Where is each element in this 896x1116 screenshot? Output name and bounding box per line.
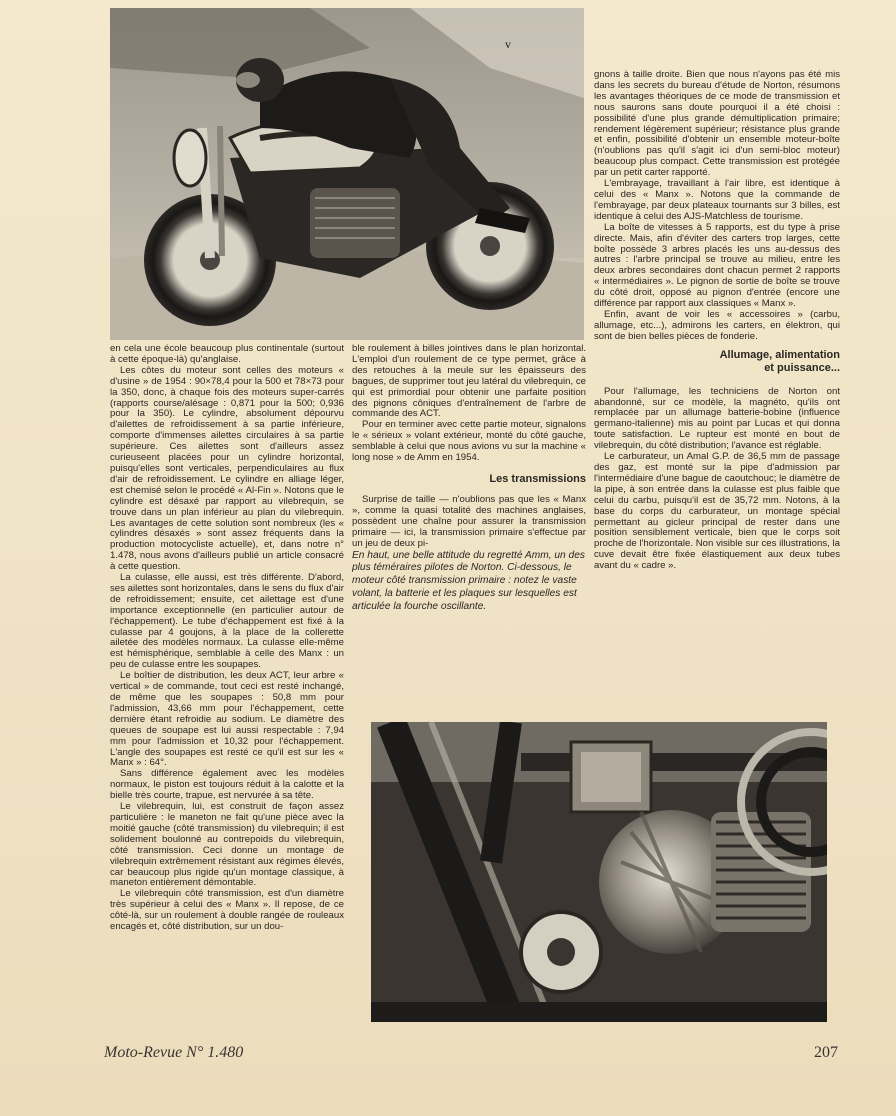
magazine-issue-label: Moto-Revue N° 1.480 bbox=[104, 1044, 244, 1061]
paragraph: Le carburateur, un Amal G.P. de 36,5 mm de passage des gaz, est monté sur la pipe d'admission par l'intermédiaire d'une bague de caoutchouc; le diamètre de la pipe, à son entrée dans la culasse est plus faible que celui du carbu, puisqu'il est de 35,72 mm. Notons, à la base du corps du carburateur, un montage spécial permettant au gicleur principal de rester dans une position sensiblement verticale, bien que le corps soit proche de l'horizontale. Non visible sur ces illustrations, la cuve devait être fixée élastiquement aux deux tubes avant du « cadre ». bbox=[594, 451, 840, 572]
photo-caption: En haut, une belle attitude du regretté Amm, un des plus téméraires pilotes de Norton. Ci-dessous, le moteur côté transmission primaire : notez le vaste volant, la batterie et les plaques sur lesquelles est articulée la fourche oscillante. bbox=[352, 549, 585, 612]
paragraph: Les côtes du moteur sont celles des moteurs « d'usine » de 1954 : 90×78,4 pour la 500 et 78×73 pour la 350, donc, à chaque fois des moteurs super-carrés (rapports course/alésage : 0,871 pour la 500; 0,936 pour la 350). Le cylindre, absolument dépourvu d'ailettes de refroidissement à sa partie inférieure, comporte d'immenses ailettes circulaires à sa partie supérieure. Ces ailettes sont d'ailleurs assez curieuseent placées pour un cylindre horizontal, puisqu'elles sont verticales, perpendiculaires au flux d'air de refroidissement. Le cylindre en alliage léger, est chemisé selon le procédé « Al-Fin ». Notons que le cylindre est désaxé par rapport au vilebrequin, se trouve dans un plan inférieur au plan du vilebrequin. Les avantages de cette solution sont nombreux (les « cylindres désaxés » sont assez fréquents dans la production motocycliste actuelle), et, dans notre n° 1.478, nous avons d'ailleurs publié un article consacré à cette question. bbox=[110, 364, 344, 573]
paragraph: Pour l'allumage, les techniciens de Norton ont abandonné, sur ce modèle, la magnéto, qu'ils ont remplacée par un allumage batterie-bobine (influence germano-italienne) mis au point par Lucas et qui donna toute satisfaction. Le rupteur est monté en bout de vilebrequin, du côté distribution; l'avance est réglable. bbox=[594, 385, 840, 452]
rider-on-motorcycle-photo bbox=[110, 8, 584, 340]
paragraph: Enfin, avant de voir les « accessoires » (carbu, allumage, etc...), admirons les carters, en élektron, qui sont de bien belles pièces de fonderie. bbox=[594, 308, 840, 342]
heading-line-1: Allumage, alimentation bbox=[719, 348, 840, 361]
page-number: 207 bbox=[814, 1044, 838, 1061]
paragraph: ble roulement à billes jointives dans le plan horizontal. L'emploi d'un roulement de ce type permet, grâce à des retouches à la meule sur les épaisseurs des bagues, de supprimer tout jeu latéral du vilebrequin, ce qui est primordial pour obtenir une parfaite position des pignons côniques d'entraînement de l'arbre de commande des ACT. bbox=[352, 344, 586, 420]
column-1 bbox=[110, 344, 344, 1034]
engine-transmission-photo bbox=[371, 722, 827, 1022]
paragraph: en cela une école beaucoup plus continentale (surtout à cette époque-là) qu'anglaise. bbox=[110, 344, 344, 365]
paragraph: La boîte de vitesses à 5 rapports, est du type à prise directe. Mais, afin d'éviter des carters trop larges, cette boîte possède 3 arbres placés les uns au-dessus des autres : l'arbre principal se trouve au milieu, entre les deux arbres secondaires dont chacun permet 2 rapports « intermédiaires ». Le pignon de sortie de boîte se trouve du côté droit, opposé au pignon d'entrée (encore une différence par rapport aux classiques « Manx ». bbox=[594, 221, 840, 310]
heading-line-2: et puissance... bbox=[764, 361, 840, 374]
paragraph: Pour en terminer avec cette partie moteur, signalons le « sérieux » volant extérieur, monté du côté gauche, semblable à celui que nous avions vu sur la machine « long nose » de Amm en 1954. bbox=[352, 419, 586, 464]
paragraph: gnons à taille droite. Bien que nous n'ayons pas été mis dans les secrets du bureau d'étude de Norton, résumons les avantages théoriques de ce mode de transmission et nous saurons sans doute pourquoi il a été choisi : possibilité d'une plus grande démultiplication primaire; rendement légèrement supérieur; résistance plus grande et enfin, possibilité d'obtenir un ensemble moteur-boîte (n'oublions pas qu'il s'agit ici d'un semi-bloc moteur) beaucoup plus compact. Cette transmission est protégée par un petit carter rapporté. bbox=[594, 70, 840, 179]
section-heading-allumage bbox=[594, 349, 840, 375]
section-heading-transmissions: Les transmissions bbox=[489, 472, 586, 485]
paragraph: L'embrayage, travaillant à l'air libre, est identique à celui des « Manx ». Notons que la commande de l'embrayage, par deux plateaux tournants sur 3 billes, est identique à celui des AJS-Matchless de tourisme. bbox=[594, 178, 840, 222]
column-3 bbox=[594, 70, 840, 710]
column-2 bbox=[352, 344, 586, 716]
paragraph: Le boîtier de distribution, les deux ACT, leur arbre « vertical » de commande, tout ceci est resté inchangé, de même que les soupapes : 50,8 mm pour l'admission, 43,66 mm pour l'échappement, cette dernière étant refroidie au sodium. Le diamètre des queues de soupape est lui aussi respectable : 7,94 mm pour l'admission et 10,32 pour l'échappement. L'angle des soupapes est resté ce qu'il est sur les « Manx » : 64°. bbox=[110, 670, 344, 769]
photo-mark-v: v bbox=[505, 37, 511, 51]
paragraph: Le vilebrequin côté transmission, est d'un diamètre très supérieur à celui des « Manx ». Il repose, de ce côté-là, sur un roulement à double rangée de rouleaux encagés et, côté distribution, sur un dou- bbox=[110, 888, 344, 933]
paragraph: Sans différence également avec les modèles normaux, le piston est toujours réduit à la calotte et la bielle très courte, trapue, est nervurée à sa tête. bbox=[110, 768, 344, 802]
paragraph: La culasse, elle aussi, est très différente. D'abord, ses ailettes sont horizontales, dans le sens du flux d'air de refroidissement; ensuite, cet ailettage est d'une importance exceptionnelle (en particulier autour de l'échappement). Le tube d'échappement est fixé à la culasse par 4 goujons, à la place de la collerette ailetée des modèles normaux. La culasse elle-même est hémisphérique, semblable à celle des Manx : un peu de culasse entre les soupapes. bbox=[110, 572, 344, 671]
paragraph: Le vilebrequin, lui, est construit de façon assez particulière : le maneton ne fait qu'une pièce avec la moitié gauche (côté transmission) du vilebrequin; il est solidement boulonné au contrepoids du vilebrequin, côté transmission. Ceci donne un montage de vilebrequin extrêmement résistant aux régimes élevés, car beaucoup plus rigide qu'un montage classique, à maneton entièrement démontable. bbox=[110, 801, 344, 889]
paragraph: Surprise de taille — n'oublions pas que les « Manx », comme la quasi totalité des machines anglaises, possèdent une chaîne pour assurer la transmission primaire — ici, la transmission primaire s'effectue par un jeu de deux pi- bbox=[352, 493, 586, 549]
